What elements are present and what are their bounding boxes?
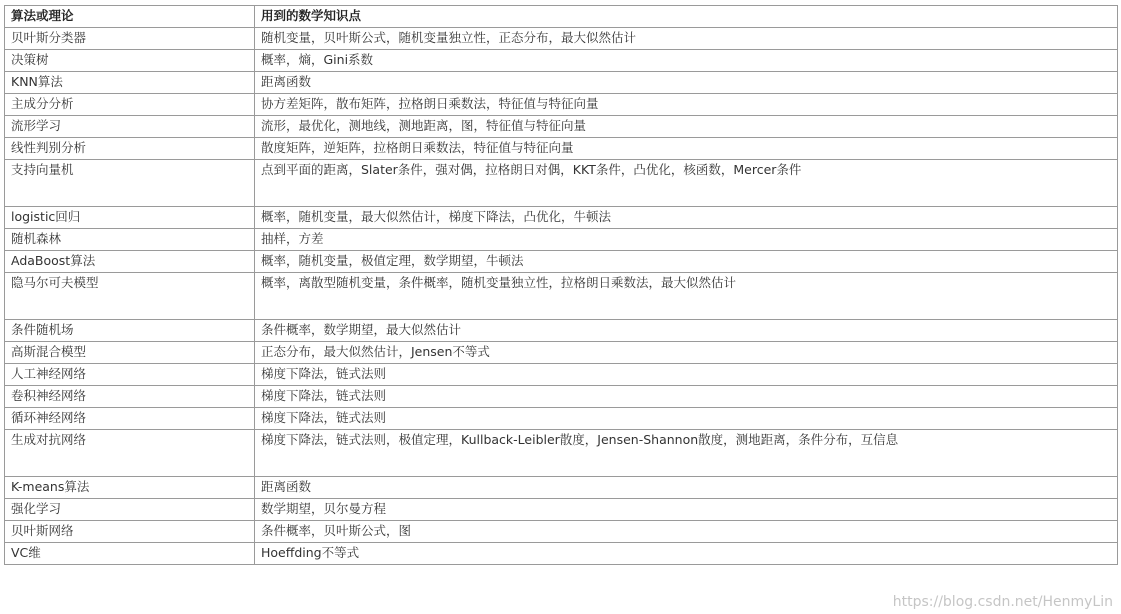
algorithm-cell: 循环神经网络: [5, 408, 255, 430]
table-row: [5, 320, 1118, 342]
table-row: [5, 364, 1118, 386]
math-knowledge-cell: 条件概率，数学期望，最大似然估计: [255, 320, 1118, 342]
math-knowledge-cell: Hoeffding不等式: [255, 543, 1118, 565]
table-row: [5, 72, 1118, 94]
math-knowledge-cell: 距离函数: [255, 477, 1118, 499]
algorithm-cell: 支持向量机: [5, 160, 255, 207]
table-row: [5, 28, 1118, 50]
table-row: [5, 543, 1118, 565]
math-knowledge-cell: 点到平面的距离，Slater条件，强对偶，拉格朗日对偶，KKT条件，凸优化，核函数，Mercer条件: [255, 160, 1118, 207]
algorithm-cell: 人工神经网络: [5, 364, 255, 386]
table-header-row: [5, 6, 1118, 28]
math-knowledge-cell: 距离函数: [255, 72, 1118, 94]
algorithm-cell: VC维: [5, 543, 255, 565]
table-row: [5, 138, 1118, 160]
table-row: [5, 273, 1118, 320]
algorithm-cell: 强化学习: [5, 499, 255, 521]
algorithm-cell: 高斯混合模型: [5, 342, 255, 364]
table-row: [5, 160, 1118, 207]
table-row: [5, 430, 1118, 477]
math-knowledge-cell: 概率，离散型随机变量，条件概率，随机变量独立性，拉格朗日乘数法，最大似然估计: [255, 273, 1118, 320]
table-row: [5, 521, 1118, 543]
table-row: [5, 50, 1118, 72]
algorithm-cell: 贝叶斯分类器: [5, 28, 255, 50]
algorithm-cell: 贝叶斯网络: [5, 521, 255, 543]
math-knowledge-cell: 条件概率，贝叶斯公式，图: [255, 521, 1118, 543]
table-row: [5, 342, 1118, 364]
math-knowledge-cell: 数学期望，贝尔曼方程: [255, 499, 1118, 521]
table-row: [5, 94, 1118, 116]
algorithm-cell: 生成对抗网络: [5, 430, 255, 477]
math-knowledge-cell: 概率，随机变量，最大似然估计，梯度下降法，凸优化，牛顿法: [255, 207, 1118, 229]
math-knowledge-cell: 正态分布，最大似然估计，Jensen不等式: [255, 342, 1118, 364]
algorithm-cell: K-means算法: [5, 477, 255, 499]
algorithm-cell: AdaBoost算法: [5, 251, 255, 273]
math-knowledge-cell: 梯度下降法，链式法则: [255, 386, 1118, 408]
math-knowledge-cell: 概率，熵，Gini系数: [255, 50, 1118, 72]
algorithm-cell: 决策树: [5, 50, 255, 72]
table-row: [5, 499, 1118, 521]
math-knowledge-cell: 散度矩阵，逆矩阵，拉格朗日乘数法，特征值与特征向量: [255, 138, 1118, 160]
math-knowledge-cell: 梯度下降法，链式法则: [255, 364, 1118, 386]
math-knowledge-cell: 抽样，方差: [255, 229, 1118, 251]
math-knowledge-cell: 梯度下降法，链式法则，极值定理，Kullback-Leibler散度，Jensen-Shannon散度，测地距离，条件分布，互信息: [255, 430, 1118, 477]
algorithm-cell: 卷积神经网络: [5, 386, 255, 408]
table-row: [5, 408, 1118, 430]
table-row: [5, 229, 1118, 251]
algorithm-cell: 条件随机场: [5, 320, 255, 342]
table-row: [5, 477, 1118, 499]
table-row: [5, 251, 1118, 273]
header-math-knowledge: 用到的数学知识点: [255, 6, 1118, 28]
header-algorithm: 算法或理论: [5, 6, 255, 28]
algorithm-cell: 主成分分析: [5, 94, 255, 116]
math-knowledge-cell: 协方差矩阵，散布矩阵，拉格朗日乘数法，特征值与特征向量: [255, 94, 1118, 116]
algorithm-cell: 流形学习: [5, 116, 255, 138]
math-knowledge-cell: 梯度下降法，链式法则: [255, 408, 1118, 430]
algorithm-cell: 隐马尔可夫模型: [5, 273, 255, 320]
table-row: [5, 116, 1118, 138]
table-row: [5, 386, 1118, 408]
algorithm-cell: logistic回归: [5, 207, 255, 229]
algorithm-cell: 线性判别分析: [5, 138, 255, 160]
watermark-url: https://blog.csdn.net/HenmyLin: [892, 594, 1113, 610]
algorithm-cell: KNN算法: [5, 72, 255, 94]
table-body: [5, 28, 1118, 565]
table-row: [5, 207, 1118, 229]
table-container: [4, 5, 1118, 565]
algorithm-math-table: [4, 5, 1118, 565]
math-knowledge-cell: 流形，最优化，测地线，测地距离，图，特征值与特征向量: [255, 116, 1118, 138]
algorithm-cell: 随机森林: [5, 229, 255, 251]
math-knowledge-cell: 概率，随机变量，极值定理，数学期望，牛顿法: [255, 251, 1118, 273]
math-knowledge-cell: 随机变量，贝叶斯公式，随机变量独立性，正态分布，最大似然估计: [255, 28, 1118, 50]
